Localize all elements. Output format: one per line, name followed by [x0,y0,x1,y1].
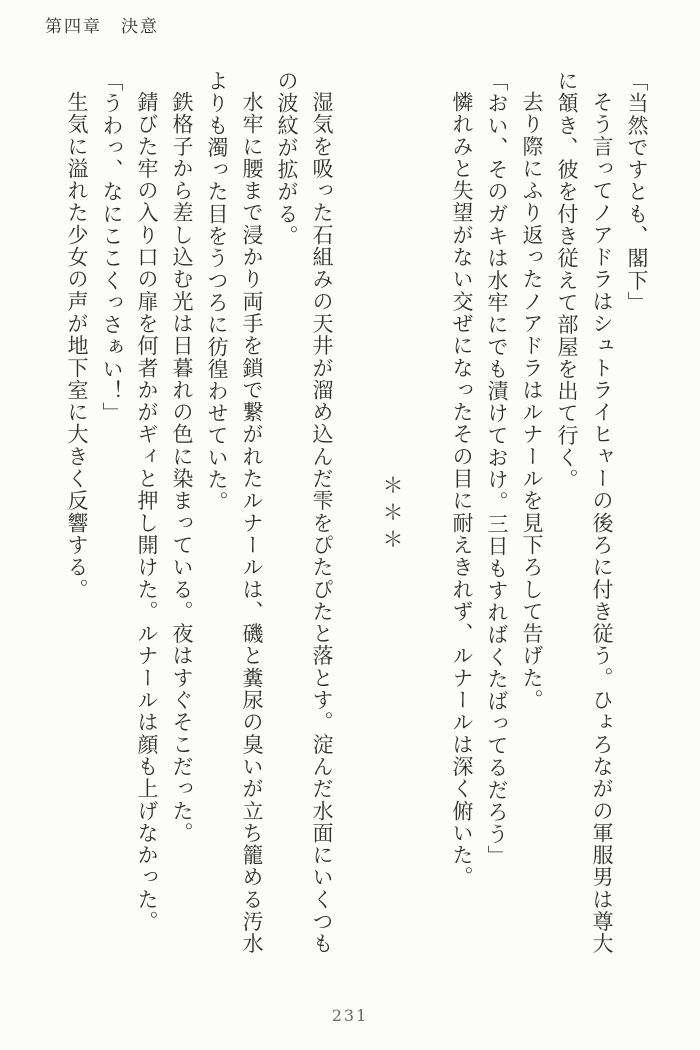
chapter-header: 第四章 決意 [45,17,159,37]
paragraph: 「うわっ、なにここくっさぁい！」 [100,70,124,425]
separator-gap [409,70,444,958]
paragraph: 去り際にふり返ったノアドラはルナールを見下ろして告げた。 [520,91,544,712]
paragraph: 錆びた牢の入り口の扉を何者かがギィと押し開けた。ルナールは顔も上げなかった。 [135,91,159,933]
paragraph: 湿気を吸った石組みの天井が溜め込んだ雫をぴたぴたと落とす。淀んだ水面にいくつもの波紋が拡がる。 [275,70,334,955]
paragraph: 生気に溢れた少女の声が地下室に大きく反響する。 [65,91,89,601]
paragraph: そう言ってノアドラはシュトライヒャーの後ろに付き従う。ひょろながの軍服男は尊大に頷き、彼を付き従えて部屋を出て行く。 [555,70,614,955]
paragraph: 鉄格子から差し込む光は日暮れの色に染まっている。夜はすぐそこだった。 [170,91,194,845]
paragraph: 「当然ですとも、閣下」 [625,70,649,314]
paragraph: 「おい、そのガキは水牢にでも漬けておけ。三日もすればくたばってるだろう」 [485,70,509,868]
paragraph: 水牢に腰まで浸かり両手を鎖で繋がれたルナールは、磯と糞尿の臭いが立ち籠める汚水よりも濁った目をうつろに彷徨わせていた。 [205,70,264,955]
section-separator: ＊＊＊ [380,473,404,555]
page-number: 231 [331,1006,369,1025]
paragraph: 憐れみと失望がない交ぜになったその目に耐えきれず、ルナールは深く俯いた。 [450,91,474,889]
separator-gap [339,70,374,958]
body-text [59,70,654,958]
